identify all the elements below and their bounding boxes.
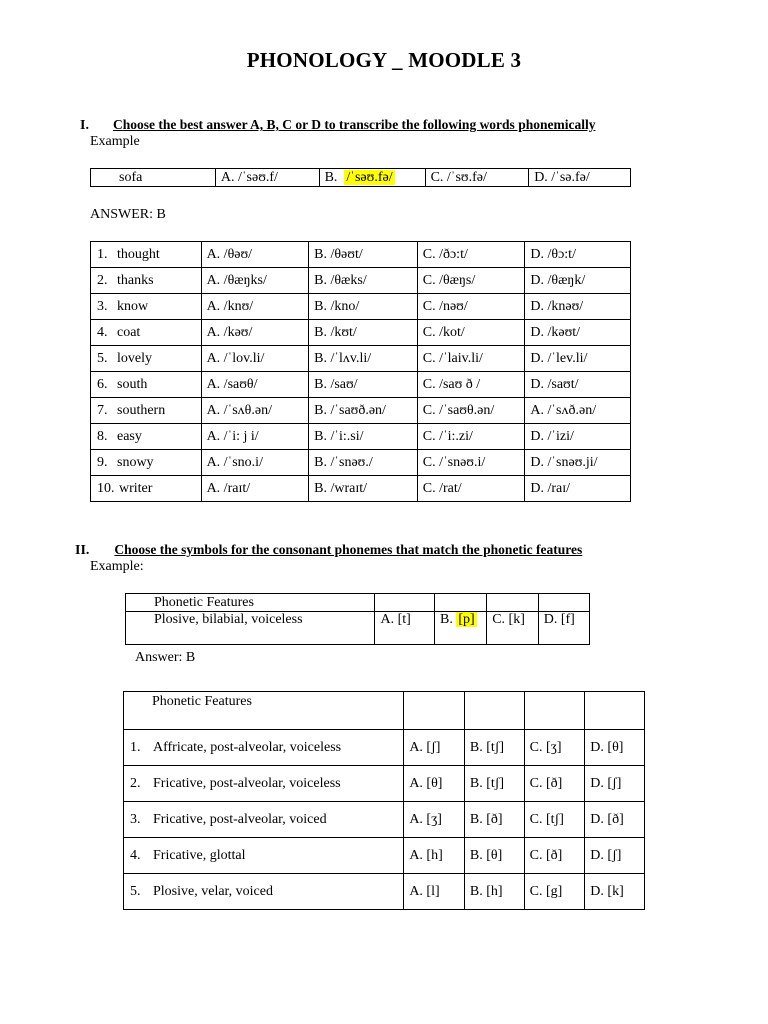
question-word: thanks [117, 272, 154, 288]
question-number: 3. [130, 811, 141, 827]
option-b: B. /ˈsnəʊ./ [309, 450, 418, 476]
option-c: C. /kot/ [417, 320, 525, 346]
section-2-answer: Answer: B [135, 650, 196, 665]
option-d: D. [ʃ] [585, 766, 645, 802]
option-b: B. /kno/ [309, 294, 418, 320]
table-row [91, 398, 631, 424]
option-d: D. /θæŋk/ [525, 268, 631, 294]
option-a: A. /θəʊ/ [201, 242, 309, 268]
option-d: A. /ˈsʌð.ən/ [525, 398, 631, 424]
question-number: 1. [130, 739, 141, 755]
table-row [124, 692, 645, 730]
question-word-cell [91, 398, 202, 424]
option-b: B. /θæks/ [309, 268, 418, 294]
option-c: C. /saʊ ð / [417, 372, 525, 398]
option-b: B. /ˈlʌv.li/ [309, 346, 418, 372]
question-word: southern [117, 402, 166, 418]
example-option-c: C. [k] [487, 612, 539, 645]
option-c: C. /ðɔ:t/ [417, 242, 525, 268]
option-d: D. /saʊt/ [525, 372, 631, 398]
option-a: A. /θæŋks/ [201, 268, 309, 294]
highlighted-answer: /ˈsəʊ.fə/ [346, 169, 393, 185]
question-number: 2. [130, 775, 141, 791]
table-row [91, 424, 631, 450]
option-c: C. /θæŋs/ [417, 268, 525, 294]
option-d: D. /ˈsnəʊ.ji/ [525, 450, 631, 476]
feature-cell [124, 874, 404, 910]
question-word-cell [91, 476, 202, 502]
option-d: D. /ˈizi/ [525, 424, 631, 450]
option-c: C. /ˈi:.zi/ [417, 424, 525, 450]
feature-cell [124, 838, 404, 874]
feature-cell [124, 802, 404, 838]
page-title: PHONOLOGY _ MOODLE 3 [246, 48, 522, 72]
option-b: B. [ð] [464, 802, 524, 838]
example-option-c: C. /ˈsʊ.fə/ [425, 169, 529, 187]
table-row [91, 169, 631, 187]
table-row [91, 242, 631, 268]
question-number: 2. [97, 272, 108, 288]
option-a: A. [h] [404, 838, 465, 874]
feature-text: Fricative, glottal [153, 847, 246, 863]
section-2-number: II. [75, 543, 90, 558]
option-a: A. [ʒ] [404, 802, 465, 838]
option-c: C. [g] [524, 874, 585, 910]
option-d: D. [ð] [585, 802, 645, 838]
example-feature: Plosive, bilabial, voiceless [126, 612, 375, 645]
question-word-cell [91, 424, 202, 450]
table-row [91, 372, 631, 398]
questions-table-1 [90, 241, 631, 502]
option-a: A. /ˈlov.li/ [201, 346, 309, 372]
section-1-instruction: Choose the best answer A, B, C or D to transcribe the following words phonemically [112, 117, 596, 132]
question-number: 10. [97, 480, 115, 496]
question-word: writer [119, 480, 153, 496]
option-c: C. /nəʊ/ [417, 294, 525, 320]
section-1-answer: ANSWER: B [90, 207, 166, 222]
section-2-example-label: Example: [90, 559, 144, 574]
example-table-2 [125, 593, 590, 645]
feature-cell [124, 766, 404, 802]
option-b: B. [tʃ] [464, 730, 524, 766]
question-number: 5. [97, 350, 108, 366]
section-1-number: I. [80, 118, 89, 133]
option-b: B. /saʊ/ [309, 372, 418, 398]
feature-text: Plosive, velar, voiced [153, 883, 273, 899]
option-a: A. /saʊθ/ [201, 372, 309, 398]
option-a: A. /kəʊ/ [201, 320, 309, 346]
feature-cell [124, 730, 404, 766]
option-d: D. [k] [585, 874, 645, 910]
table-row [126, 612, 590, 645]
option-a: A. /ˈi: j i/ [201, 424, 309, 450]
question-number: 4. [97, 324, 108, 340]
question-word: south [117, 376, 148, 392]
table-row [91, 450, 631, 476]
option-d: D. /kəʊt/ [525, 320, 631, 346]
option-b: B. /θəʊt/ [309, 242, 418, 268]
question-word: easy [117, 428, 142, 444]
question-word-cell [91, 450, 202, 476]
question-word-cell [91, 294, 202, 320]
option-b: B. /kʊt/ [309, 320, 418, 346]
question-number: 4. [130, 847, 141, 863]
example-option-a: A. /ˈsəʊ.f/ [215, 169, 319, 187]
table-row [91, 320, 631, 346]
section-1-heading [80, 116, 595, 134]
question-word-cell [91, 242, 202, 268]
question-word-cell [91, 346, 202, 372]
option-c: C. [ð] [524, 838, 585, 874]
question-number: 5. [130, 883, 141, 899]
option-b: B. [θ] [464, 838, 524, 874]
question-number: 9. [97, 454, 108, 470]
option-a: A. /ˈsʌθ.ən/ [201, 398, 309, 424]
option-c: C. /ˈsaʊθ.ən/ [417, 398, 525, 424]
question-number: 3. [97, 298, 108, 314]
question-number: 6. [97, 376, 108, 392]
example-table-1 [90, 168, 631, 187]
table-row [124, 766, 645, 802]
feature-text: Fricative, post-alveolar, voiceless [153, 775, 341, 791]
question-word-cell [91, 372, 202, 398]
option-d: D. [θ] [585, 730, 645, 766]
question-word: lovely [117, 350, 152, 366]
option-a: A. [ʃ] [404, 730, 465, 766]
option-b: B. /wraɪt/ [309, 476, 418, 502]
table-row [124, 802, 645, 838]
option-d: D. [ʃ] [585, 838, 645, 874]
questions-table-2 [123, 691, 645, 910]
option-d: D. /ˈlev.li/ [525, 346, 631, 372]
question-word: coat [117, 324, 141, 340]
feature-text: Fricative, post-alveolar, voiced [153, 811, 327, 827]
option-c: C. [tʃ] [524, 802, 585, 838]
features-header: Phonetic Features [124, 692, 404, 730]
question-number: 1. [97, 246, 108, 262]
table-row [126, 594, 590, 612]
option-a: A. [l] [404, 874, 465, 910]
example-option-a: A. [t] [375, 612, 435, 645]
option-b: B. /ˈsaʊð.ən/ [309, 398, 418, 424]
option-c: C. [ð] [524, 766, 585, 802]
question-word: know [117, 298, 149, 314]
example-option-b-letter: B. [440, 612, 453, 627]
option-a: A. /raɪt/ [201, 476, 309, 502]
option-d: D. /raɪ/ [525, 476, 631, 502]
option-c: C. /ˈsnəʊ.i/ [417, 450, 525, 476]
example-word: sofa [91, 169, 216, 187]
table-row [91, 268, 631, 294]
example-option-d: D. /ˈsə.fə/ [529, 169, 631, 187]
table-row [124, 874, 645, 910]
example-option-b-letter: B. [324, 169, 338, 185]
option-d: D. /knəʊ/ [525, 294, 631, 320]
example-option-b [435, 612, 487, 645]
table-row [91, 346, 631, 372]
table-row [91, 476, 631, 502]
option-a: A. /knʊ/ [201, 294, 309, 320]
option-a: A. [θ] [404, 766, 465, 802]
section-2-instruction: Choose the symbols for the consonant phonemes that match the phonetic features [114, 542, 583, 557]
option-b: B. /ˈi:.si/ [309, 424, 418, 450]
section-2-heading [75, 541, 582, 559]
table-row [124, 730, 645, 766]
question-number: 7. [97, 402, 108, 418]
question-number: 8. [97, 428, 108, 444]
option-c: C. /rat/ [417, 476, 525, 502]
question-word-cell [91, 268, 202, 294]
question-word: thought [117, 246, 160, 262]
highlighted-answer: [p] [458, 612, 475, 627]
option-c: C. [ʒ] [524, 730, 585, 766]
section-1-example-label: Example [90, 134, 140, 149]
option-b: B. [h] [464, 874, 524, 910]
option-d: D. /θɔ:t/ [525, 242, 631, 268]
feature-text: Affricate, post-alveolar, voiceless [153, 739, 342, 755]
table-row [124, 838, 645, 874]
option-c: C. /ˈlaiv.li/ [417, 346, 525, 372]
example-features-header: Phonetic Features [126, 594, 375, 612]
table-row [91, 294, 631, 320]
option-b: B. [tʃ] [464, 766, 524, 802]
example-option-d: D. [f] [538, 612, 589, 645]
question-word-cell [91, 320, 202, 346]
example-option-b [319, 169, 425, 187]
option-a: A. /ˈsno.i/ [201, 450, 309, 476]
question-word: snowy [117, 454, 154, 470]
